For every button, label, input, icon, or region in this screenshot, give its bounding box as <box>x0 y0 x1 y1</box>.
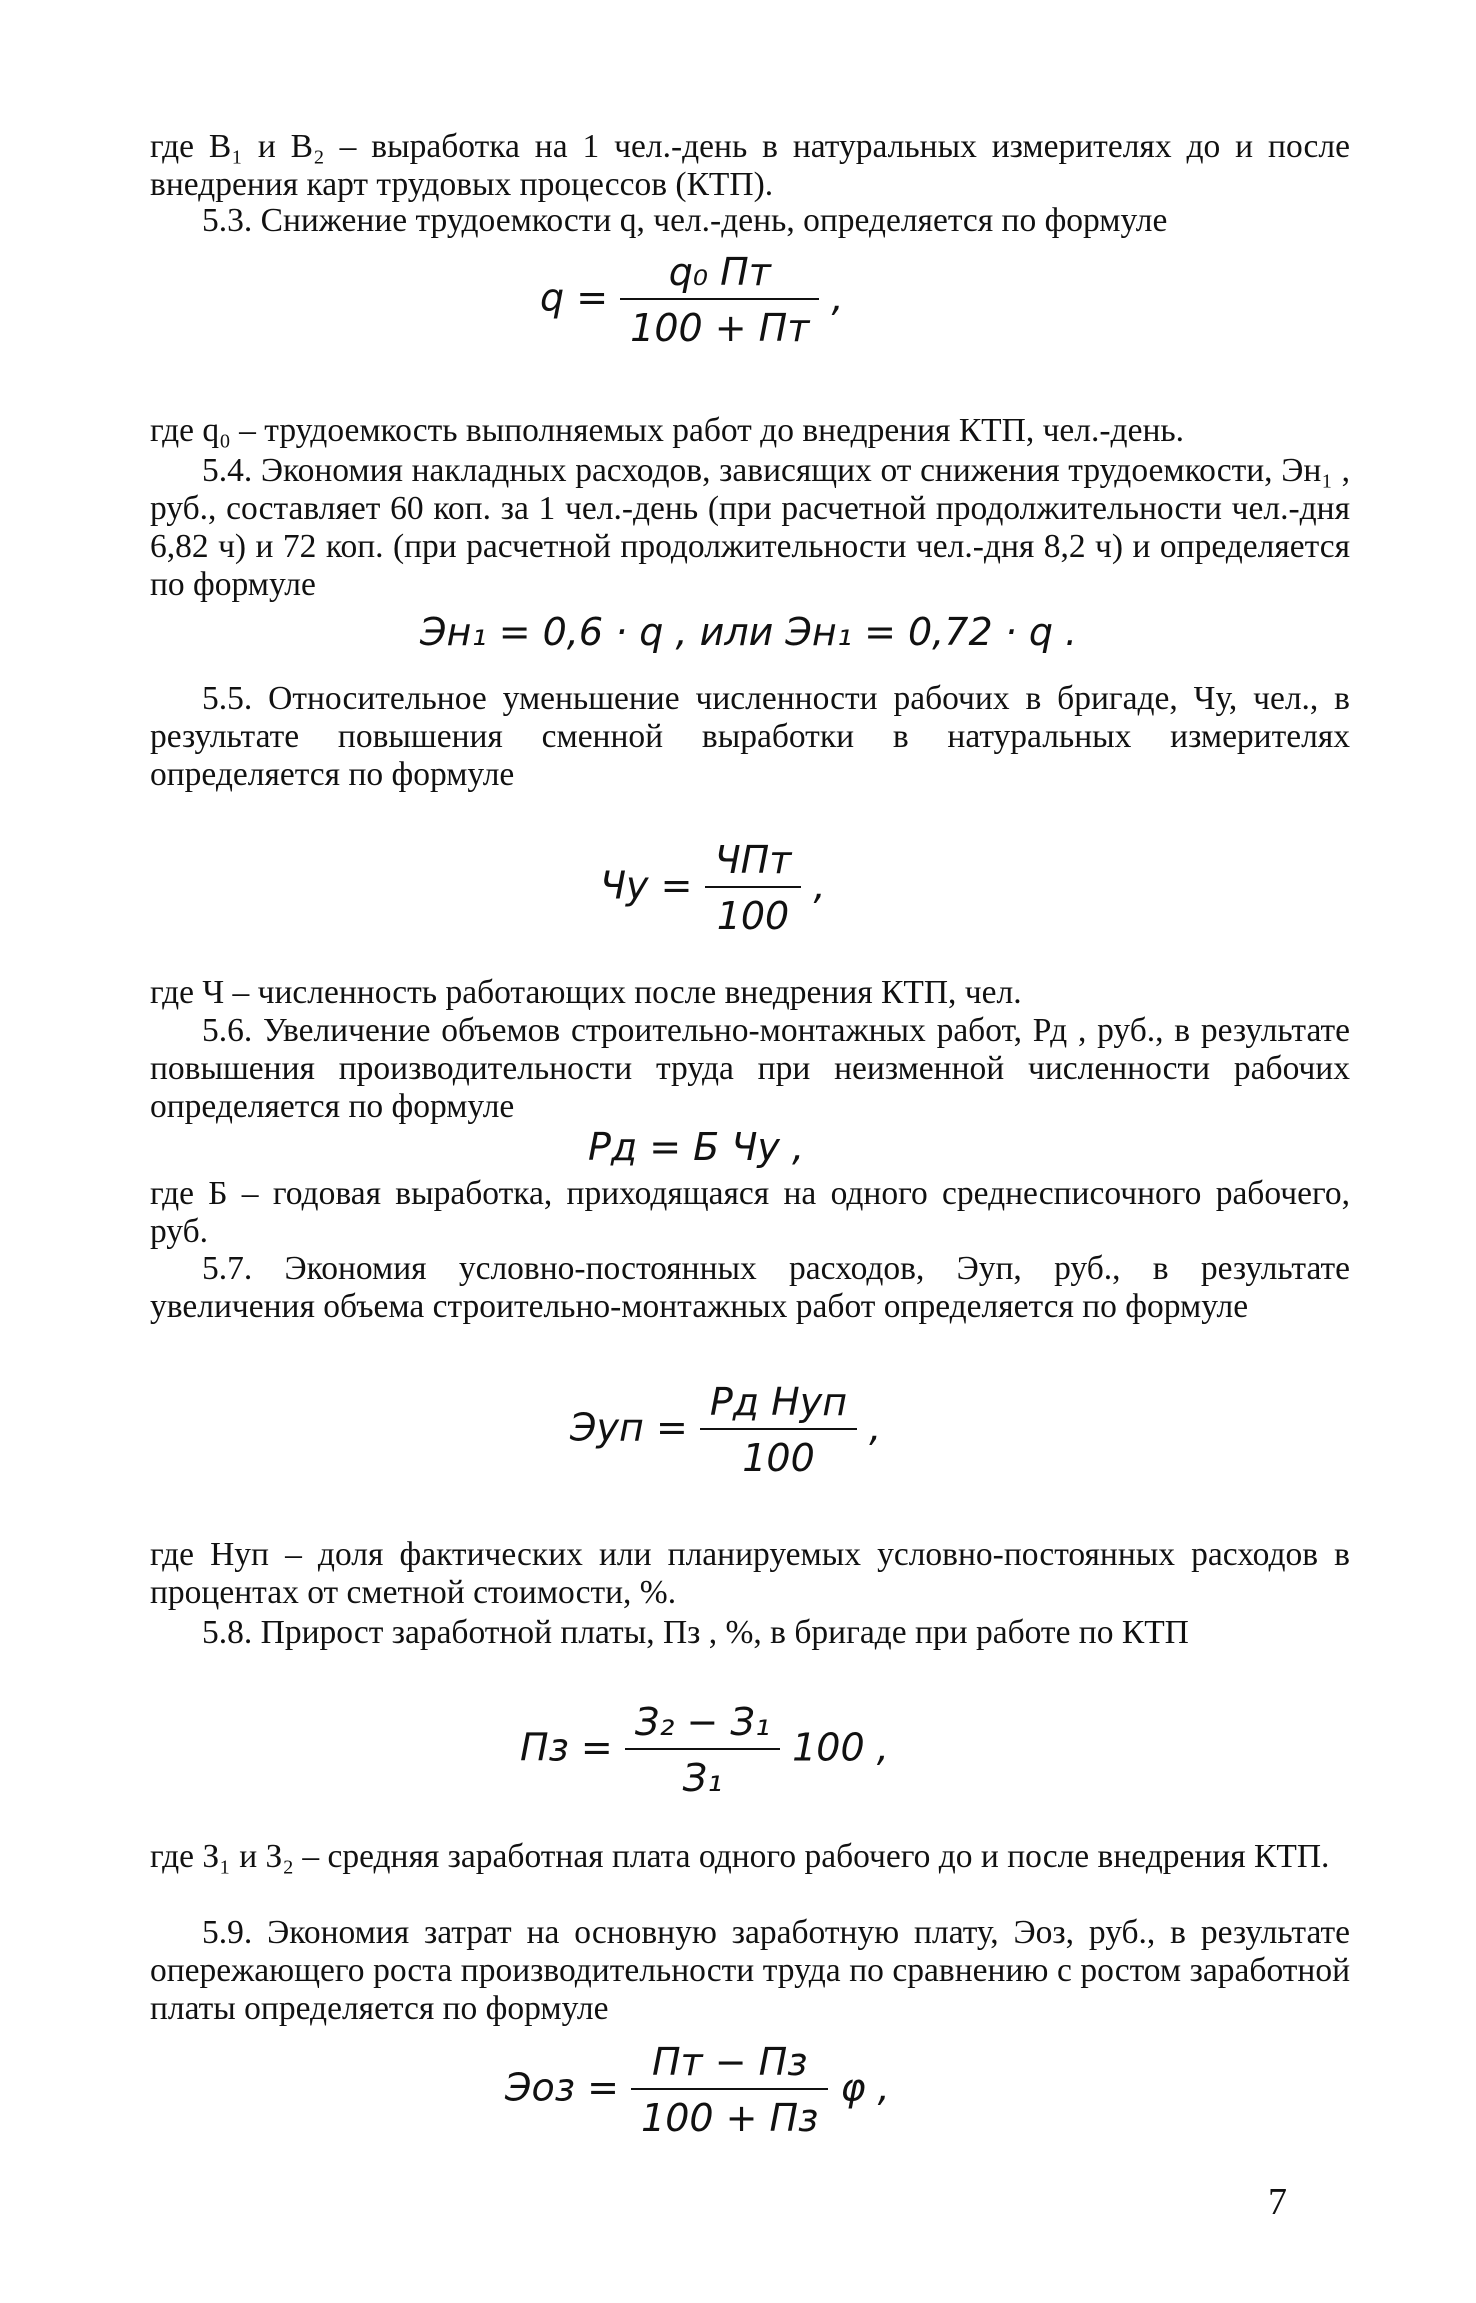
section-5-7: 5.7. Экономия условно-постоянных расходов, Эуп, руб., в результате увеличения объема строительно-монтажных работ определяется по формуле <box>150 1250 1350 1325</box>
formula-pz-lhs: Пз <box>520 1725 569 1770</box>
formula-eup-fraction <box>700 1380 857 1480</box>
formula-chu-numerator: ЧПт <box>714 838 792 882</box>
formula-eoz: Эоз = $\frac{Пт - Пз}{100 + Пз}$ φ , <box>505 2040 890 2140</box>
formula-eoz-lhs: Эоз <box>505 2065 575 2110</box>
formula-q-numerator: q₀ Пт <box>668 250 771 294</box>
formula-pz-fraction <box>625 1700 780 1800</box>
formula-pz-denominator: З₁ <box>625 1748 780 1800</box>
paragraph-vyrabotka: где В₁ и В₂ – выработка на 1 чел.-день в натуральных измерителях до и после внедрения карт трудовых процессов (КТП). <box>150 128 1350 203</box>
formula-q-lhs: q <box>540 275 565 320</box>
formula-eoz-denominator: 100 + Пз <box>631 2088 828 2140</box>
formula-eup-lhs: Эуп <box>570 1405 644 1450</box>
formula-q-fraction <box>620 250 819 350</box>
formula-chu: Чу = $\frac{\text{ЧПт}}{100}$ , <box>600 838 826 938</box>
paragraph-nup: где Нуп – доля фактических или планируемых условно-постоянных расходов в процентах от сметной стоимости, %. <box>150 1536 1350 1611</box>
section-5-5: 5.5. Относительное уменьшение численности рабочих в бригаде, Чу, чел., в результате повышения сменной выработки в натуральных измерителях определяется по формуле <box>150 680 1350 793</box>
paragraph-ch: где Ч – численность работающих после внедрения КТП, чел. <box>150 974 1022 1011</box>
section-5-6: 5.6. Увеличение объемов строительно-монтажных работ, Рд , руб., в результате повышения производительности труда при неизменной численности рабочих определяется по формуле <box>150 1012 1350 1125</box>
formula-eoz-numerator: Пт − Пз <box>651 2040 808 2084</box>
section-5-3: 5.3. Снижение трудоемкости q, чел.-день, определяется по формуле <box>202 202 1168 239</box>
formula-eoz-tail: φ , <box>840 2065 890 2110</box>
formula-pz-numerator: З₂ − З₁ <box>634 1700 771 1744</box>
section-5-9: 5.9. Экономия затрат на основную заработную плату, Эоз, руб., в результате опережающего роста производительности труда по сравнению с ростом заработной платы определяется по формуле <box>150 1914 1350 2027</box>
formula-pz: Пз = $\frac{\text{З₂ − З₁}}{\text{З₁}}$ 100 , <box>520 1700 889 1800</box>
section-5-8: 5.8. Прирост заработной платы, Пз , %, в бригаде при работе по КТП <box>202 1614 1189 1651</box>
formula-chu-denominator: 100 <box>705 886 802 938</box>
page-number: 7 <box>1268 2181 1287 2223</box>
section-5-4: 5.4. Экономия накладных расходов, зависящих от снижения трудоемкости, Эн₁ , руб., составляет 60 коп. за 1 чел.-день (при расчетной продолжительности чел.-дня 6,82 ч) и 72 коп. (при расчетной продолжительности чел.-дня 8,2 ч) и определяется по формуле <box>150 452 1350 603</box>
formula-chu-lhs: Чу <box>600 863 649 908</box>
formula-eup: Эуп = $\frac{\text{Рд Нуп}}{100}$ , <box>570 1380 882 1480</box>
formula-eh1: Эн₁ = 0,6 · q , или Эн₁ = 0,72 · q . <box>420 610 1078 654</box>
paragraph-z1z2: где З₁ и З₂ – средняя заработная плата одного рабочего до и после внедрения КТП. <box>150 1838 1330 1875</box>
formula-q: q = $\frac{\text{q₀ Пт}}{100 + Пт}$ , <box>540 250 844 350</box>
paragraph-b: где Б – годовая выработка, приходящаяся на одного среднесписочного рабочего, руб. <box>150 1175 1350 1250</box>
formula-chu-fraction <box>705 838 802 938</box>
formula-rd: Рд = Б Чу , <box>588 1125 805 1169</box>
formula-eoz-fraction <box>631 2040 828 2140</box>
formula-eup-numerator: Рд Нуп <box>709 1380 848 1424</box>
formula-eup-denominator: 100 <box>700 1428 857 1480</box>
formula-q-denominator: 100 + Пт <box>620 298 819 350</box>
formula-pz-tail: 100 , <box>792 1725 889 1770</box>
paragraph-q0: где q₀ – трудоемкость выполняемых работ до внедрения КТП, чел.-день. <box>150 412 1185 449</box>
